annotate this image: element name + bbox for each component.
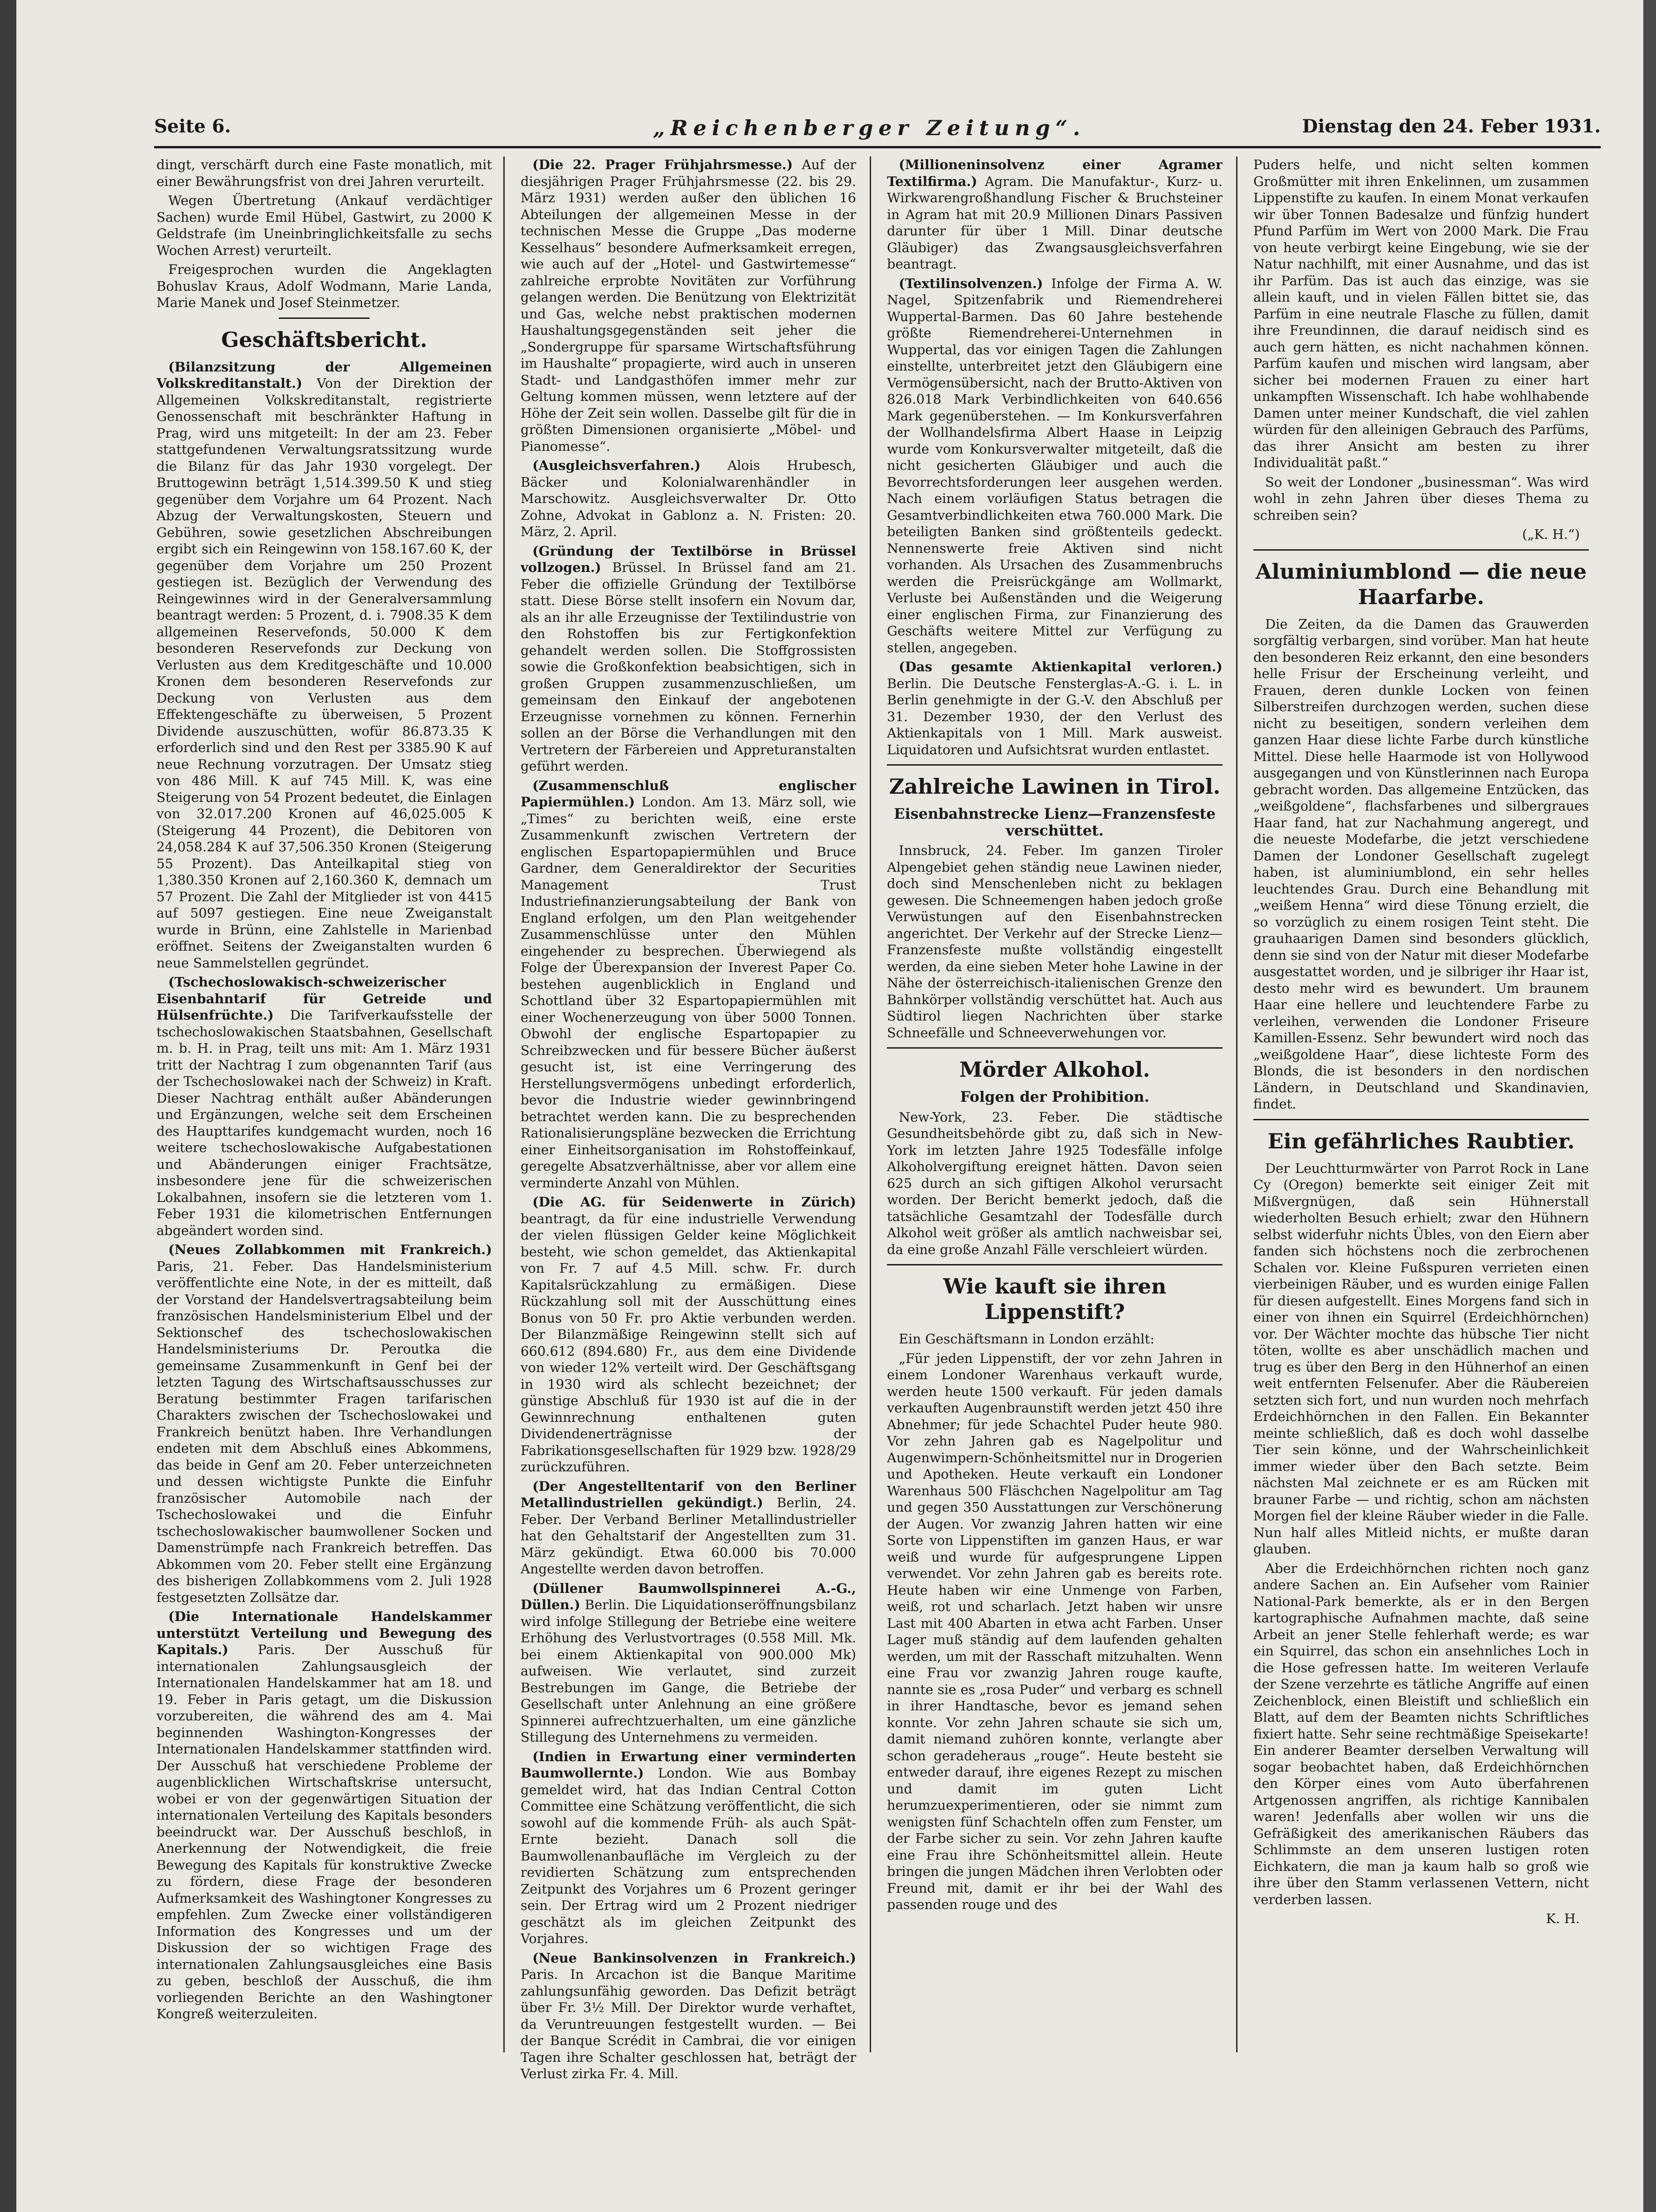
news-item: [156, 359, 492, 972]
article-text: Berlin, 24. Feber. Der Verband Berliner Metallindustrieller hat den Gehaltstarif der Angestellten zum 31. März gekündigt. Etwa 60.000 bis 70.000 Angestellte werden davon betroffen.: [521, 1495, 856, 1577]
column-divider: [503, 156, 505, 2052]
article-text: London. Am 13. März soll, wie „Times“ zu berichten weiß, eine erste Zusammenkunft zwischen Vertretern der englischen Espartopapiermühlen und Bruce Gardner, dem Generaldirektor der Securities Management Trust Industriefinanzierungsabteilung der Bank von England erfolgen, um den Plan weitgehender Zusammenschlüsse unter den Mühlen eingehender zu besprechen. Überwiegend als Folge der Überexpansion der Inverest Paper Co. bestehen augenblicklich in England und Schottland über 32 Espartopapiermühlen mit einer Wochenerzeugung von über 5000 Tonnen. Obwohl der englische Espartopapier zu Schreibzwecken und für bessere Bücher äußerst gesucht ist, ist eine Verringerung des Herstellungsvermögens unbedingt erforderlich, bevor die Industrie wieder gewinnbringend betrachtet werden kann. Die zu besprechenden Rationalisierungspläne bezwecken die Errichtung einer Einheitsorganisation im Rohstoffeinkauf, geregelte Absatzverhältnisse, aber vor allem eine verminderte Anzahl von Mühlen.: [521, 794, 856, 1191]
news-item: [887, 275, 1223, 656]
page-number: Seite 6.: [154, 116, 231, 137]
article-text: „Für jeden Lippenstift, der vor zehn Jahren in einem Londoner Warenhaus verkauft wurde, werden heute 1500 verkauft. Für jeden damals verkauften Augenbraunstift werden jetzt 450 ihre Abnehmer; für jede Schachtel Puder heute 980. Vor zehn Jahren gab es Nagelpolitur und Augenwimpern-Schönheitsmittel nur in Drogerien und Apotheken. Heute verkauft ein Londoner Warenhaus 500 Fläschchen Nagelpolitur am Tag und gegen 350 Ausstattungen zur Verschönerung der Augen. Vor zwanzig Jahren hatten wir eine Sorte von Lippenstiften im ganzen Haus, er war weiß und wurde für aufgesprungene Lippen verwendet. Vor zehn Jahren gab es bereits rote. Heute haben wir eine Unmenge von Farben, weiß, rot und scharlach. Jetzt haben wir unsre Last mit 400 Abarten in etwa acht Farben. Unser Lager muß ständig auf dem laufenden gehalten werden, um mit der Rasschaft mitzuhalten. Wenn eine Frau vor zwanzig Jahren rouge kaufte, nannte sie es „rosa Puder“ und verbarg es schnell in ihrer Handtasche, bevor es jemand sehen konnte. Vor zehn Jahren schaute sie sich um, damit niemand zuhören konnte, verlangte aber schon geradeheraus „rouge“. Heute besteht sie entweder darauf, ihre eigenes Rezept zu mischen und damit im guten Licht herumzuexperimentieren, oder sie nimmt zum wenigsten fünf Schachteln offen zum Fenster, um der Farbe sicher zu sein. Vor zehn Jahren kaufte eine Frau ihre Schönheitsmittel allein. Heute bringen die jungen Mädchen ihren Verlobten oder Freund mit, damit er ihr bei der Wahl des passenden rouge und des: [887, 1350, 1223, 1912]
news-item: [887, 156, 1223, 273]
news-kicker: (Die 22. Prager Frühjahrsmesse.): [532, 157, 793, 172]
article-text: Innsbruck, 24. Feber. Im ganzen Tiroler Alpengebiet gehen ständig neue Lawinen nieder, doch sind Menschenleben nicht zu beklagen gewesen. Die Schneemengen haben jedoch große Verwüstungen auf den Eisenbahnstrecken angerichtet. Der Verkehr auf der Strecke Lienz—Franzensfeste mußte vollständig eingestellt werden, da eine sieben Meter hohe Lawine in der Nähe der österreichisch-italienischen Grenze den Bahnkörper vollständig verschüttet hat. Auch aus Südtirol liegen Nachrichten über starke Schneefälle und Schneeverwehungen vor.: [887, 843, 1223, 1040]
article-text: Freigesprochen wurden die Angeklagten Bohuslav Kraus, Adolf Wodmann, Marie Landa, Marie Manek und Josef Steinmetzer.: [156, 262, 492, 310]
article-headline: Ein gefährliches Raubtier.: [1267, 1128, 1575, 1153]
news-item: [887, 659, 1223, 758]
news-kicker: (Tschechoslowakisch-schweizerischer Eisenbahntarif für Getreide und Hülsenfrüchte.): [156, 974, 492, 1023]
article-headline: Aluminiumblond — die neue Haarfarbe.: [1255, 559, 1587, 609]
article-text: New-York, 23. Feber. Die städtische Gesundheitsbehörde gibt zu, daß sich in New-York im letzten Jahre 1925 Todesfälle infolge Alkoholvergiftung ereignet hätten. Davon seien 625 durch an sich giftigen Alkohol verursacht worden. Der Bericht bemerkt jedoch, daß die tatsächliche Gesamtzahl der Todesfälle durch Alkohol weit größer als amtlich nachweisbar sei, da eine große Anzahl Fälle verschleiert würden.: [887, 1109, 1223, 1257]
article-text: Paris. In Arcachon ist die Banque Maritime zahlungsunfähig geworden. Das Defizit beträgt über Fr. 3½ Mill. Der Direktor wurde verhaftet, da Veruntreuungen festgestellt wurden. — Bei der Banque Scrédit in Cambrai, die vor einigen Tagen ihre Schalter geschlossen hat, beträgt der Verlust zirka Fr. 4. Mill.: [521, 1967, 856, 2081]
article-text: Der Leuchtturmwärter von Parrot Rock in Lane Cy (Oregon) bemerkte seit einiger Zeit mit Mißvergnügen, daß sein Hühnerstall wiederholten Besuch erhielt; zwar den Hühnern selbst widerfuhr nichts Übles, von den Eiern aber fanden sich höchstens noch die zerbrochenen Schalen vor. Kleine Fußspuren verrieten einen vierbeinigen Räuber, und es wurden einige Fallen für diesen aufgestellt. Eines Morgens fand sich in einer von ihnen ein Squirrel (Erdeichhörnchen) vor. Der Wächter mochte das hübsche Tier nicht töten, wollte es aber unschädlich machen und trug es über den Berg in den Hühnerhof an einen weit entfernten Felsenufer. Aber die Räubereien setzten sich fort, und nun wurden noch mehrfach Erdeichhörnchen in den Fallen. Ein Bekannter meinte schließlich, daß es doch wohl dasselbe Tier sein könne, und der Wahrscheinlichkeit immer wieder über den Bach setzte. Beim nächsten Mal zeichnete er es am Rücken mit brauner Farbe — und richtig, schon am nächsten Morgen fiel der kleine Räuber wieder in die Falle. Nun half alles Mitleid nichts, er mußte daran glauben.: [1253, 1160, 1589, 1557]
article-text: Berlin. Die Liquidationseröffnungsbilanz wird infolge Stillegung der Betriebe eine weitere Erhöhung des Verlustvortrages (0.558 Mill. Mk. bei einem Aktienkapital von 900.000 Mk) aufweisen. Wie verlautet, sind zurzeit Bestrebungen im Gange, die Betriebe der Gesellschaft unter Anlehnung an eine größere Spinnerei aufrechtzuerhalten, um eine gänzliche Stillegung des Unternehmens zu vermeiden.: [521, 1597, 856, 1745]
news-kicker: (Millioneninsolvenz einer Agramer Textilfirma.): [887, 157, 1223, 189]
news-item: [156, 1608, 492, 2022]
article-text: Wegen Übertretung (Ankauf verdächtiger Sachen) wurde Emil Hübel, Gastwirt, zu 2000 K Geldstrafe (im Uneinbringlichkeitsfalle zu sechs Wochen Arrest) verurteilt.: [156, 193, 492, 258]
section-rule: [887, 1264, 1223, 1265]
article-text: Infolge der Firma A. W. Nagel, Spitzenfabrik und Riemendreherei Wuppertal-Barmen. Das 60 Jahre bestehende größte Riemendreherei-Unternehmen in Wuppertal, das vor einigen Tagen die Zahlungen einstellte, unterbreitet jetzt den Gläubigern eine Vermögensübersicht, nach der Brutto-Aktiven von 826.018 Mark Verbindlichkeiten von 640.656 Mark gegenüberstehen. — Im Konkursverfahren der Wollhandelsfirma Albert Haase in Leipzig wurde vom Konkursverwalter mitgeteilt, daß die nicht gesicherten Gläubiger und auch die Bevorrechtsforderungen leer ausgehen werden. Nach einem vorläufigen Status betragen die Gesamtverbindlichkeiten etwa 760.000 Mark. Die beteiligten Banken sind größtenteils gedeckt. Nennenswerte freie Aktiven sind nicht vorhanden. Als Ursachen des Zusammenbruchs werden die Preisrückgänge am Wollmarkt, Verluste bei Außenständen und die Weigerung einer englischen Firma, zur Finanzierung des Geschäfts weitere Mittel zur Verfügung zu stellen, angegeben.: [887, 275, 1223, 655]
section-rule: [279, 317, 370, 319]
section-rule: [1253, 549, 1589, 551]
news-item: [521, 1194, 856, 1475]
scan-right-edge: [1643, 0, 1656, 2212]
news-item: [521, 543, 856, 775]
news-kicker: (Ausgleichsverfahren.): [532, 458, 701, 473]
article-subheadline: Eisenbahnstrecke Lienz—Franzensfeste verschüttet.: [894, 805, 1216, 839]
section-rule: [887, 1047, 1223, 1049]
article-text: beantragt, da für eine industrielle Verwendung der vielen flüssigen Gelder keine Möglichkeit besteht, wie schon gemeldet, das Aktienkapital von Fr. 7 auf 4.5 Mill. schw. Fr. durch Kapitalsrückzahlung zu ermäßigen. Diese Rückzahlung soll mit der Ausschüttung eines Bonus von 50 Fr. pro Aktie verbunden werden. Der Bilanzmäßige Reingewinn stellt sich auf 660.612 (894.680) Fr., aus dem eine Dividende von wieder 12% verteilt wird. Der Geschäftsgang in 1930 wird als schlecht bezeichnet; der günstige Abschluß für 1930 ist auf die in der Gewinnrechnung enthaltenen guten Dividendenerträgnisse der Fabrikationsgesellschaften für 1929 bzw. 1928/29 zurückzuführen.: [521, 1211, 856, 1475]
news-kicker: (Düllener Baumwollspinnerei A.-G., Düllen.): [521, 1580, 856, 1612]
section-heading: Geschäftsbericht.: [221, 327, 428, 352]
news-kicker: (Neue Bankinsolvenzen in Frankreich.): [532, 1950, 856, 1966]
author-signature: K. H.: [1546, 1911, 1580, 1926]
article-text: Paris, 21. Feber. Das Handelsministerium veröffentlichte eine Note, in der es mitteilt, daß der Vorstand der Handelsvertragsabteilung beim französischen Handelsministerium Elbel und der Sektionschef des tschechoslowakischen Handelsministeriums Dr. Peroutka die gemeinsame Zusammenkunft in Genf bei der letzten Tagung des Wirtschaftsausschusses zur Beratung bestimmter Fragen tarifarischen Charakters zwischen der Tschechoslowakei und Frankreich benützt haben. Ihre Verhandlungen endeten mit dem Abschluß eines Abkommens, das beide in Genf am 20. Feber unterzeichneten und dessen wichtigste Punkte die Einfuhr französischer Automobile nach der Tschechoslowakei und die Einfuhr tschechoslowakischer baumwollener Socken und Damenstrümpfe nach Frankreich betreffen. Das Abkommen vom 20. Feber stellt eine Ergänzung des bisherigen Zollabkommens vom 2. Juli 1928 festgesetzten Zollsätze dar.: [156, 1258, 492, 1605]
article-text: Paris. Der Ausschuß für internationalen Zahlungsausgleich der Internationalen Handelskammer hat am 18. und 19. Feber in Paris getagt, um die Diskussion vorzubereiten, die während des am 4. Mai beginnenden Washington-Kongresses der Internationalen Handelskammer stattfinden wird. Der Ausschuß hat verschiedene Probleme der augenblicklichen Wirtschaftskrise untersucht, wobei er von der gegenwärtigen Situation der internationalen Verteilung des Kapitals besonders beeindruckt war. Der Ausschuß beschloß, in Anerkennung der Notwendigkeit, die freie Bewegung des Kapitals für konstruktive Zwecke zu fördern, diese Frage der besonderen Aufmerksamkeit des Washingtoner Kongresses zu empfehlen. Zum Zwecke einer vollständigeren Information des Kongresses und um der Diskussion der so wichtigen Frage des internationalen Zahlungsausgleiches eine Basis zu geben, beschloß der Ausschuß, die ihm vorliegenden Berichte an den Washingtoner Kongreß weiterzuleiten.: [156, 1642, 492, 2022]
article-subheadline: Folgen der Prohibition.: [960, 1088, 1149, 1105]
news-item: [521, 1478, 856, 1577]
article-text: Von der Direktion der Allgemeinen Volkskreditanstalt, registrierte Genossenschaft mit beschränkter Haftung in Prag, wird uns mitgeteilt: In der am 23. Feber stattgefundenen Verwaltungsratssitzung wurde die Bilanz für das Jahr 1930 vorgelegt. Der Bruttogewinn beträgt 1,514.399.50 K und stieg gegenüber dem Vorjahre um 64 Prozent. Nach Abzug der Verwaltungskosten, Steuern und Gebühren, sowie gesetzlichen Abschreibungen ergibt sich ein Reingewinn von 158.167.60 K, der gegenüber dem Vorjahre um 250 Prozent gestiegen ist. Bezüglich der Verwendung des Reingewinnes wird in der Generalversammlung beantragt werden: 5 Prozent, d. i. 7908.35 K dem allgemeinen Reservefonds, 50.000 K dem besonderen Reservefonds zur Deckung von Verlusten aus dem Kreditgeschäfte und 10.000 Kronen dem besonderen Reservefonds zur Deckung von Verlusten aus dem Effektengeschäfte zu überweisen, 5 Prozent Dividende auszuschütten, wofür 86.873.35 K erforderlich sind und den Rest per 3385.90 K auf neue Rechnung vorzutragen. Der Umsatz stieg von 486 Mill. K auf 745 Mill. K, was eine Steigerung von 54 Prozent bedeutet, die Einlagen von 32.017.200 Kronen auf 46,025.005 K (Steigerung 44 Prozent), die Debitoren von 24,058.284 K auf 37,506.350 Kronen (Steigerung 55 Prozent). Das Anteilkapital stieg von 1,380.350 Kronen auf 2,160.360 K, demnach um 57 Prozent. Die Zahl der Mitglieder ist von 4415 auf 5097 gestiegen. Eine neue Zweiganstalt wurde in Brünn, eine Zahlstelle in Marienbad eröffnet. Seitens der Zweiganstalten wurden 6 neue Sammelstellen gegründet.: [156, 376, 492, 971]
news-item: [521, 1580, 856, 1746]
column-1: [156, 156, 492, 2025]
article-text: Alois Hrubesch, Bäcker und Kolonialwarenhändler in Marschowitz. Ausgleichsverwalter Dr. Otto Zohne, Advokat in Gablonz a. N. Fristen: 20. März, 2. April.: [521, 458, 856, 539]
article-text: Brüssel. In Brüssel fand am 21. Feber die offizielle Gründung der Textilbörse statt. Diese Börse stellt insofern ein Novum dar, als an ihr alle Erzeugnisse der Textilindustrie von den Rohstoffen bis zur Fertigkonfektion gehandelt werden sollen. Die Stoffgrossisten sowie die Großkonfektion beabsichtigen, sich in großen Gruppen zusammenzuschließen, um gemeinsam den Einkauf der angebotenen Erzeugnisse vornehmen zu können. Fernerhin sollen an der Börse die Verhandlungen mit den Vertretern der Färbereien und Appreturanstalten geführt werden.: [521, 560, 856, 774]
news-item: [521, 457, 856, 540]
news-item: [156, 1241, 492, 1606]
news-kicker: (Das gesamte Aktienkapital verloren.): [899, 659, 1223, 674]
article-text: Die Tarifverkaufsstelle der tschechoslowakischen Staatsbahnen, Gesellschaft m. b. H. in Prag, teilt uns mit: Am 1. März 1931 tritt der Nachtrag I zum obgenannten Tarif (aus der Tschechoslowakei nach der Schweiz) in Kraft. Dieser Nachtrag enthält außer Abänderungen und Ergänzungen, welche seit dem Erscheinen des Haupttarifes kundgemacht wurden, noch 16 weitere tschechoslowakische Aufgabestationen und Abänderungen einiger Frachtsätze, insbesondere jene für die schweizerischen Lokalbahnen, insofern sie die letzteren vom 1. Feber 1931 die kilometrischen Entfernungen abgeändert worden sind.: [156, 1007, 492, 1238]
article-text: Berlin. Die Deutsche Fensterglas-A.-G. i. L. in Berlin genehmigte in der G.-V. den Abschluß per 31. Dezember 1930, der den Verlust des Aktienkapitals von 1 Mill. Mark ausweist. Liquidatoren und Aufsichtsrat wurden entlastet.: [887, 675, 1223, 757]
column-divider: [870, 156, 871, 2052]
news-kicker: (Neues Zollabkommen mit Frankreich.): [168, 1242, 492, 1257]
article-text: Auf der diesjährigen Prager Frühjahrsmesse (22. bis 29. März 1931) werden außer den üblichen 16 Abteilungen der allgemeinen Messe in der technischen Messe die Gruppe „Das moderne Kesselhaus“ besondere Aufmerksamkeit erregen, wie auch auf der „Hotel- und Gastwirtemesse“ zahlreiche erprobte Novitäten zur Vorführung gelangen werden. Die Benützung von Elektrizität und Gas, welche nebst praktischen modernen Haushaltungsgegenständen seit jeher die „Sondergruppe für sparsame Wirtschaftsführung im Haushalte“ propagierte, wird auch in unseren Stadt- und Landgasthöfen immer mehr zur Geltung kommen müssen, wenn letztere auf der Höhe der Zeit sein wollen. Dasselbe gilt für die in größten Dimensionen organisierte „Möbel- und Pianomesse“.: [521, 157, 856, 454]
news-kicker: (Textilinsolvenzen.): [899, 275, 1043, 291]
news-kicker: (Die Internationale Handelskammer unterstützt Verteilung und Bewegung des Kapitals.): [156, 1609, 492, 1657]
news-item: [521, 1950, 856, 2082]
header-rule: [154, 146, 1601, 148]
news-kicker: (Zusammenschluß englischer Papiermühlen.): [521, 777, 856, 810]
newspaper-title: „Reichenberger Zeitung“.: [653, 116, 1086, 140]
column-4: [1253, 156, 1589, 1930]
column-divider: [1236, 156, 1237, 2052]
news-item: [521, 777, 856, 1191]
article-text: Agram. Die Manufaktur-, Kurz- u. Wirkwarengroßhandlung Fischer & Bruchsteiner in Agram hat mit 20.9 Millionen Dinars Passiven darunter für über 1 Mill. Dinar deutsche Gläubiger) das Zwangsausgleichsverfahren beantragt.: [887, 173, 1223, 272]
news-item: [521, 1748, 856, 1947]
article-headline: Zahlreiche Lawinen in Tirol.: [889, 774, 1221, 799]
author-signature: („K. H.“): [1522, 527, 1580, 542]
article-headline: Wie kauft sie ihren Lippenstift?: [943, 1274, 1167, 1324]
news-kicker: (Indien in Erwartung einer verminderten Baumwollernte.): [521, 1748, 856, 1781]
article-text: Puders helfe, und nicht selten kommen Großmütter mit ihren Enkelinnen, um zusammen Lippenstifte zu kaufen. In einem Monat verkaufen wir über Tonnen Badesalze und fünfzig hundert Pfund Parfüm im Wert von 2000 Mark. Die Frau von heute verbirgt keine Eingebung, wie sie der Natur nachhilft, mit einer Ausnahme, und das ist ihr Parfüm. Das ist auch das einzige, was sie allein kauft, und in vielen Fällen bittet sie, das Parfüm in eine neutrale Flasche zu füllen, damit ihre Freundinnen, die darauf neidisch sind es auch gern hätten, es nicht nachahmen können. Parfüm kaufen und mischen wird langsam, aber sicher bei modernen Frauen zu einer hart unkampften Wissenschaft. Ich habe wohlhabende Damen unter meiner Kundschaft, die viel zahlen würden für den alleinigen Gebrauch des Parfüms, das ihrer Ansicht am besten zu ihrer Individualität paßt.“: [1253, 157, 1589, 470]
section-rule: [887, 764, 1223, 766]
section-rule: [1253, 1119, 1589, 1120]
article-text: So weit der Londoner „businessman“. Was wird wohl in zehn Jahren über dieses Thema zu schreiben sein?: [1253, 474, 1589, 523]
article-text: Aber die Erdeichhörnchen richten noch ganz andere Sachen an. Ein Aufseher vom Rainier National-Park bemerkte, als er in den Bergen kartographische Aufnahmen machte, daß seine Arbeit an jener Stelle fehlerhaft werde; es war ein Squirrel, das schon ein ansehnliches Loch in die Hose gefressen hatte. Im weiteren Verlaufe der Szene verzehrte es tätliche Angriffe auf einen Zeichenblock, einen Bleistift und schließlich ein Blatt, auf dem der Beamten nichts Schriftliches fixiert hatte. Sehr seine rechtmäßige Speisekarte! Ein anderer Beamter derselben Verwaltung will sogar beobachtet haben, daß Erdeichhörnchen den Körper eines vom Auto überfahrenen Artgenossen angriffen, als richtige Kannibalen waren! Jedenfalls aber wollen wir uns die Gefräßigkeit des amerikanischen Räubers das Schlimmste an dem unseren lustigen roten Eichkatern, die man ja kaum halb so groß wie ihre über den Stamm verlassenen Vettern, nicht verderben lassen.: [1253, 1560, 1589, 1907]
news-item: [521, 156, 856, 454]
news-kicker: (Bilanzsitzung der Allgemeinen Volkskreditanstalt.): [156, 359, 492, 391]
article-text: London. Wie aus Bombay gemeldet wird, hat das Indian Central Cotton Committee eine Schätzung veröffentlicht, die sich sowohl auf die kommende Früh- als auch Spät-Ernte bezieht. Danach soll die Baumwollenanbaufläche im Vergleich zu der revidierten Schätzung zum entsprechenden Zeitpunkt des Vorjahres um 6 Prozent geringer sein. Der Ertrag wird um 2 Prozent niedriger geschätzt als im gleichen Zeitpunkt des Vorjahres.: [521, 1765, 856, 1946]
article-text: Ein Geschäftsmann in London erzählt:: [899, 1331, 1154, 1347]
news-kicker: (Die AG. für Seidenwerte in Zürich): [532, 1194, 856, 1210]
column-3: [887, 156, 1223, 1916]
news-item: [156, 974, 492, 1239]
news-kicker: (Der Angestelltentarif von den Berliner Metallindustriellen gekündigt.): [521, 1478, 856, 1510]
news-kicker: (Gründung der Textilbörse in Brüssel vollzogen.): [521, 543, 856, 575]
article-text: Die Zeiten, da die Damen das Grauwerden sorgfältig verbargen, sind vorüber. Man hat heute den besonderen Reiz erkannt, den eine besonders helle Frisur der Erscheinung verleiht, und Frauen, deren dunkle Locken von feinen Silberstreifen durchzogen werden, suchen diese nicht zu beseitigen, sondern verleihen dem ganzen Haar diese lichte Farbe durch künstliche Mittel. Diese helle Haarmode ist von Hollywood ausgegangen und von Künstlerinnen nach Europa gebracht worden. Das allgemeine Entzücken, das „weißgoldene“, flachsfarbenes und silbergraues Haar fand, hat zur Nachahmung angeregt, und die neueste Modefarbe, die jetzt verschiedene Damen der Londoner Gesellschaft zugelegt haben, ist aluminiumblond, ein sehr helles leuchtendes Grau. Durch eine Behandlung mit „weißem Henna“ wird diese Tönung erzielt, die so vorzüglich zu einem rosigen Teint steht. Die grauhaarigen Damen sind besonders glücklich, denn sie sind von der Natur mit dieser Modefarbe ausgestattet worden, und je silbriger ihr Haar ist, desto mehr wird es bewundert. Um braunem Haar eine hellere und leuchtendere Farbe zu verleihen, verwenden die Londoner Friseure Kamillen-Essenz. Sehr bewundert wird noch das „weißgoldene Haar“, diese lichteste Form des Blonds, die ist besonders in den nordischen Ländern, in Deutschland und Skandinavien, findet.: [1253, 616, 1589, 1112]
column-2: [521, 156, 856, 2085]
scan-left-edge: [0, 0, 16, 2212]
article-text: dingt, verschärft durch eine Faste monatlich, mit einer Bewährungsfrist von drei Jahren verurteilt.: [156, 157, 492, 189]
article-headline: Mörder Alkohol.: [959, 1057, 1150, 1082]
issue-date: Dienstag den 24. Feber 1931.: [1302, 116, 1601, 137]
